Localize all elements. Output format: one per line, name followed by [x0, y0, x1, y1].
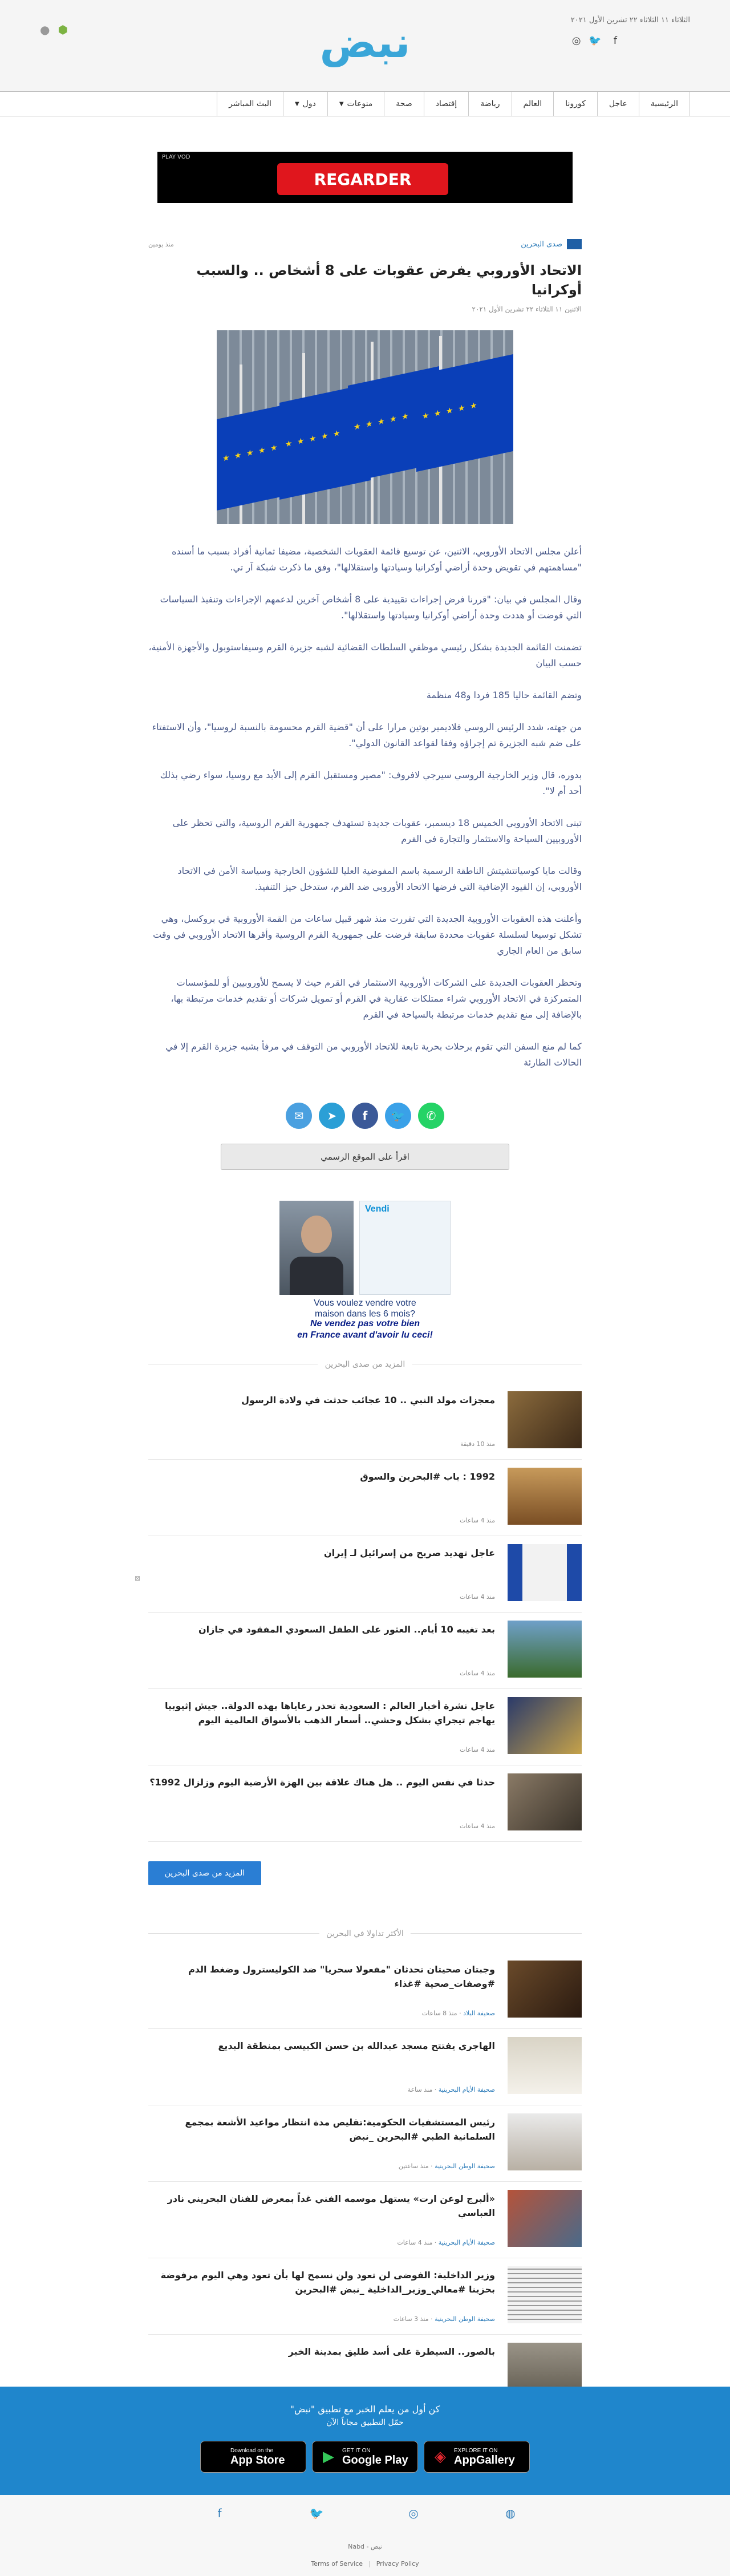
list-item-source[interactable]: صحيفة الأيام البحرينية [438, 2086, 495, 2094]
most-read-list [148, 1953, 582, 2411]
apple-icon[interactable]: ● [40, 23, 50, 37]
list-item-title[interactable]: 1992 : باب #البحرين والسوق [360, 1471, 495, 1483]
app-gallery-button[interactable] [424, 2441, 530, 2473]
top-ad-banner[interactable] [157, 152, 573, 203]
app-platform-icons [40, 23, 68, 37]
list-thumbnail [508, 2037, 582, 2094]
header-meta [571, 16, 690, 47]
close-icon[interactable]: ⊠ [135, 1574, 141, 1582]
nav-countries-label: دول [302, 99, 316, 108]
chevron-down-icon: ▼ [294, 100, 299, 107]
list-item[interactable] [148, 2029, 582, 2105]
footer-links [0, 2560, 730, 2567]
section-title: المزيد من صدى البحرين [318, 1360, 412, 1369]
most-read-heading [148, 1929, 582, 1947]
list-item-age: منذ 3 ساعات [393, 2315, 429, 2323]
ad-person-photo [279, 1201, 354, 1295]
list-thumbnail [508, 2190, 582, 2247]
facebook-icon[interactable]: f [613, 35, 617, 47]
mid-ad[interactable] [279, 1201, 451, 1343]
list-item-age: منذ 8 ساعات [421, 2010, 457, 2018]
ad-line-2a: Ne vendez pas votre bien [310, 1319, 420, 1329]
source-name: صدى البحرين [521, 240, 562, 249]
ad-line-1b: maison dans les 6 mois? [314, 1309, 416, 1319]
current-date: الثلاثاء ١١ الثلاثاء ٢٢ تشرين الأول ٢٠٢١ [570, 16, 690, 25]
list-item-title[interactable]: «ألبرج لوعن ارت» يستهل موسمه الفني غداً بمعرض للفنان البحريني نادر العباسي [167, 2193, 495, 2218]
store-small-text: EXPLORE IT ON [454, 2447, 498, 2454]
list-thumbnail [508, 1773, 582, 1830]
terms-link[interactable]: Terms of Service [311, 2560, 363, 2567]
nav-economy[interactable]: إقتصاد [424, 92, 468, 116]
article-paragraph: أعلن مجلس الاتحاد الأوروبي، الاثنين، عن توسيع قائمة العقوبات الشخصية، مضيفا ثمانية أفراد بسبب ما أسنده "مساهمتهم في تقويض وحدة أراضي أوكرانيا وسيادتها واستقلالها"، وفق ما ذكرت شبكة آر تي. [172, 546, 582, 573]
list-item-time: صحيفة الوطن البحرينية · منذ ساعتين [398, 2162, 495, 2170]
ad-line-1 [279, 1298, 451, 1319]
ad-line-2 [279, 1318, 451, 1341]
list-item-time: منذ 4 ساعات [460, 1517, 495, 1525]
article-paragraph: تضمنت القائمة الجديدة بشكل رئيسي موظفي السلطات القضائية لشبه جزيرة القرم وسيفاستوبول والأجهزة الأمنية، حسب البيان [148, 642, 582, 669]
promo-line-2: حمّل التطبيق مجاناً الآن [326, 2418, 404, 2427]
list-item-age: منذ ساعتين [398, 2162, 429, 2170]
promo-line-1: كن أول من يعلم الخبر مع تطبيق "نبض" [290, 2404, 440, 2415]
twitter-icon[interactable]: 🐦 [589, 35, 602, 47]
list-item-title[interactable]: عاجل نشرة أخبار العالم : السعودية تحذر رعاياها بهذه الدولة.. جيش إثيوبيا يهاجم تيجراي بشكل وحشي.. أسعار الذهب بالأسواق العالمية اليوم [164, 1700, 495, 1726]
article-paragraph: وقال المجلس في بيان: "قررنا فرض إجراءات تقييدية على 8 أشخاص آخرين لدعمهم الإجراءات وتنفيذ السياسات التي قوضت أو هددت وحدة أراضي أوكرانيا وسيادتها واستقلالها". [160, 594, 582, 621]
article-age: منذ يومين [148, 240, 174, 248]
store-small-text: Download on the [230, 2447, 274, 2454]
app-store-button[interactable] [200, 2441, 306, 2473]
list-item[interactable] [148, 1460, 582, 1536]
source-logo-icon [567, 239, 582, 249]
nav-corona[interactable]: كورونا [553, 92, 597, 116]
ad-suit [290, 1257, 343, 1295]
separator: | [368, 2560, 371, 2567]
nav-misc[interactable] [327, 92, 384, 116]
ad-screen-image [359, 1201, 451, 1295]
list-item-time: منذ 10 دقيقة [460, 1440, 495, 1448]
nav-live[interactable]: البث المباشر [217, 92, 283, 116]
more-from-source-button-wrap [148, 1861, 582, 1885]
nav-health[interactable]: صحة [384, 92, 423, 116]
list-item-time: صحيفة الأيام البحرينية · منذ ساعة [407, 2086, 495, 2094]
twitter-icon[interactable]: 🐦 [309, 2506, 324, 2520]
more-from-source-list [135, 1383, 582, 1842]
more-from-source-heading [148, 1360, 582, 1378]
app-promo [0, 2387, 730, 2495]
nav-urgent[interactable]: عاجل [597, 92, 639, 116]
list-item[interactable] [148, 1383, 582, 1460]
list-item-time: منذ 4 ساعات [460, 1593, 495, 1601]
nav-misc-label: منوعات [347, 99, 373, 108]
list-item-time: صحيفة الأيام البحرينية · منذ 4 ساعات [397, 2239, 495, 2247]
chevron-down-icon: ▼ [339, 100, 344, 107]
list-item[interactable] [148, 2105, 582, 2182]
list-item-age: منذ ساعة [407, 2086, 433, 2094]
article-paragraph: من جهته، شدد الرئيس الروسي فلاديمير بوتين مرارا على أن "قضية القرم محسومة بالنسبة لروسيا"، وأن الاستفتاء على ضم شبه الجزيرة تم إجراؤه وفقا لقواعد القانون الدولي". [152, 722, 582, 749]
email-share-icon[interactable]: ✉ [286, 1103, 312, 1129]
list-item[interactable] [148, 2258, 582, 2335]
list-thumbnail [508, 2266, 582, 2323]
site-logo[interactable]: نبض [319, 18, 411, 67]
list-thumbnail [508, 1961, 582, 2018]
list-item-time: صحيفة الوطن البحرينية · منذ 3 ساعات [393, 2315, 495, 2323]
ad-label: PLAY VOD [162, 154, 190, 160]
nav-home[interactable]: الرئيسية [639, 92, 690, 116]
list-thumbnail [508, 1697, 582, 1754]
article-hero-image [217, 330, 513, 524]
telegram-share-icon[interactable]: ➤ [319, 1103, 345, 1129]
list-item-title[interactable]: بالصور.. السيطرة على أسد طليق بمدينة الخبر [288, 2346, 495, 2358]
list-item-source[interactable]: صحيفة الوطن البحرينية [435, 2315, 495, 2323]
globe-icon[interactable]: ◍ [505, 2506, 516, 2520]
nav-sports[interactable]: رياضة [468, 92, 511, 116]
article-paragraph: وتحظر العقوبات الجديدة على الشركات الأوروبية الاستثمار في القرم حيث لا يسمح للأوروبيين أو للمؤسسات المتمركزة في الاتحاد الأوروبي شراء ممتلكات عقارية في القرم أو تمويل شركات أو تقديم خدمات مرتبطة بها، بالإضافة إلى منع تقديم خدمات مرتبطة بالسياحة في القرم [171, 977, 582, 1020]
store-small-text: GET IT ON [342, 2447, 371, 2454]
ad-face [301, 1216, 332, 1253]
article [135, 237, 582, 2411]
nav-countries[interactable] [283, 92, 327, 116]
list-item-title[interactable]: معجزات مولد النبي .. 10 عجائب حدثت في ولادة الرسول [241, 1395, 495, 1406]
list-item-time: منذ 4 ساعات [460, 1822, 495, 1830]
huawei-icon: ◈ [435, 2448, 446, 2465]
list-thumbnail [508, 1468, 582, 1525]
play-icon: ▶ [323, 2448, 334, 2465]
facebook-share-icon[interactable]: f [352, 1103, 378, 1129]
twitter-share-icon[interactable]: 🐦 [385, 1103, 411, 1129]
list-item[interactable] [148, 1953, 582, 2029]
list-item-title[interactable]: بعد تغيبه 10 أيام.. العثور على الطفل السعودي المفقود في جازان [198, 1624, 495, 1635]
article-title: الاتحاد الأوروبي يفرض عقوبات على 8 أشخاص .. والسبب أوكرانيا [196, 262, 582, 298]
ad-brand: Vendi [365, 1204, 390, 1214]
instagram-icon[interactable]: ◎ [408, 2506, 419, 2520]
google-play-button[interactable] [312, 2441, 418, 2473]
ad-watch-button[interactable]: REGARDER [277, 163, 448, 195]
article-paragraph: بدوره، قال وزير الخارجية الروسي سيرجي لافروف: "مصير ومستقبل القرم إلى الأبد مع روسيا، سواء رضي بذلك أحد أم لا". [160, 769, 582, 797]
article-source[interactable] [521, 239, 582, 249]
article-paragraph: كما لم منع السفن التي تقوم برحلات بحرية تابعة للاتحاد الأوروبي من التوقف في مرفأ بشبه جزيرة القرم إلا في الحالات الطارئة [165, 1041, 582, 1068]
list-item-title[interactable]: وزير الداخلية: الفوضى لن تعود ولن نسمح لها بأن تعود وهي اليوم مرفوضة بحزينا #معالي_وزير_الداخلية _نبض #البحرين [160, 2270, 495, 2295]
ad-line-1a: Vous voulez vendre votre [314, 1298, 416, 1309]
store-buttons [0, 2441, 730, 2473]
list-item[interactable] [148, 1613, 582, 1689]
list-item[interactable] [148, 1689, 582, 1765]
header-social [571, 35, 690, 47]
list-item-source[interactable]: صحيفة الوطن البحرينية [435, 2162, 495, 2170]
list-item-title[interactable]: رئيس المستشفيات الحكومية:تقليص مدة انتظار مواعيد الأشعة بمجمع السلمانية الطبي #البحرين _نبض [185, 2117, 495, 2142]
store-name: App Store [230, 2453, 285, 2466]
list-item[interactable] [135, 1536, 582, 1613]
more-from-source-button[interactable]: المزيد من صدى البحرين [148, 1861, 261, 1885]
list-item-title[interactable]: حدثا في نفس اليوم .. هل هناك علاقة بين الهزة الأرضية اليوم وزلزال 1992؟ [149, 1777, 495, 1788]
list-item-title[interactable]: وجبتان صحيتان تحدثان "مفعولا سحريا" ضد الكوليسترول وضغط الدم #وصفات_صحية #غذاء [188, 1964, 495, 1989]
ad-line-2b: en France avant d'avoir lu ceci! [297, 1330, 433, 1340]
read-official-button[interactable]: اقرأ على الموقع الرسمي [221, 1144, 509, 1170]
whatsapp-share-icon[interactable]: ✆ [418, 1103, 444, 1129]
site-footer [0, 2495, 730, 2576]
list-item-title[interactable]: الهاجري يفتتح مسجد عبدالله بن حسن الكبيسي بمنطقة البديع [218, 2040, 495, 2052]
eu-flag [416, 354, 513, 472]
article-date: الاثنين ١١ الثلاثاء ٢٢ تشرين الأول ٢٠٢١ [472, 305, 582, 314]
list-item-age: منذ 4 ساعات [397, 2239, 433, 2247]
article-paragraph: تبنى الاتحاد الأوروبي الخميس 18 ديسمبر، عقوبات جديدة تستهدف جمهورية القرم الروسية، والتي تحظر على الأوروبيين السياحة والاستثمار والتجارة في القرم [172, 817, 582, 845]
facebook-icon[interactable]: f [217, 2506, 222, 2520]
list-item-time: منذ 4 ساعات [460, 1746, 495, 1754]
list-item[interactable] [148, 2182, 582, 2258]
list-thumbnail [508, 1621, 582, 1678]
article-paragraph: وقالت مايا كوسيانتشيتش الناطقة الرسمية باسم المفوضية العليا للشؤون الخارجية وسياسة الأمن في الاتحاد الأوروبي، إن القيود الإضافية التي فرضها الاتحاد الأوروبي ضد القرم، ستدخل حيز التنفيذ. [177, 865, 582, 893]
store-name: Google Play [342, 2453, 408, 2466]
article-source-row [148, 237, 582, 251]
section-title: الأكثر تداولا في البحرين [319, 1929, 411, 1938]
share-buttons [148, 1103, 582, 1129]
instagram-icon[interactable]: ◎ [571, 35, 581, 47]
footer-social [211, 2506, 519, 2520]
list-item[interactable] [148, 1765, 582, 1842]
footer-brand: نبض - Nabd [348, 2543, 382, 2550]
list-thumbnail [508, 1544, 582, 1601]
list-thumbnail [508, 2113, 582, 2170]
store-name: AppGallery [454, 2453, 515, 2466]
list-item-time: منذ 4 ساعات [460, 1670, 495, 1678]
android-icon[interactable]: ⬢ [58, 23, 68, 37]
article-paragraph: وأعلنت هذه العقوبات الأوروبية الجديدة التي تقررت منذ شهر قبيل ساعات من القمة الأوروبية في بروكسل، وهي تشكل توسيعا لسلسلة عقوبات محددة سابقة فرضت على جمهورية القرم الروسية وأقرها الاتحاد الأوروبي في وقت سابق من العام الجاري [153, 913, 582, 957]
privacy-link[interactable]: Privacy Policy [376, 2560, 419, 2567]
article-paragraph: وتضم القائمة حاليا 185 فردا و48 منظمة [426, 690, 582, 701]
list-item-time: صحيفة البلاد · منذ 8 ساعات [421, 2010, 495, 2018]
list-item-source[interactable]: صحيفة البلاد [463, 2010, 495, 2018]
nav-world[interactable]: العالم [512, 92, 554, 116]
list-item-title[interactable]: عاجل تهديد صريح من إسرائيل لـ إيران [323, 1548, 495, 1559]
list-thumbnail [508, 1391, 582, 1448]
site-header [0, 0, 730, 91]
list-item-source[interactable]: صحيفة الأيام البحرينية [438, 2239, 495, 2247]
main-nav [0, 91, 730, 116]
